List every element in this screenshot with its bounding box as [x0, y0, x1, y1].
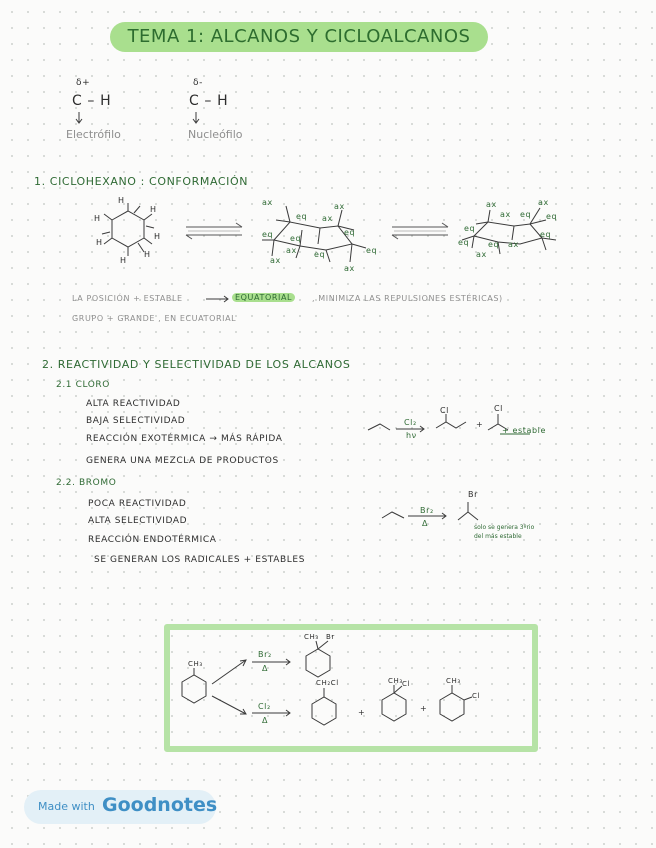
box-bottom-reagent: Cl₂ [258, 702, 271, 711]
sub2-note-2: del más estable [474, 533, 522, 540]
chair1-eq-1: eq [296, 212, 308, 221]
sub1-title: 2.1 CLORO [56, 380, 110, 390]
chair1-eq-2: eq [344, 228, 356, 237]
sub2-br: Br [468, 490, 478, 499]
sub1-item-2: BAJA SELECTIVIDAD [86, 416, 186, 426]
hex-h-right-top: H [150, 205, 157, 214]
box-top-cond: Δ [262, 664, 269, 673]
chair2-ax-3: ax [500, 210, 511, 219]
hex-h-right-bottom: H [144, 250, 151, 259]
sub2-reagent: Br₂ [420, 506, 434, 515]
box-start-label: CH₃ [188, 660, 203, 668]
chair1-eq-3: eq [262, 230, 274, 239]
equatorial-highlight: EQUATORIAL [232, 293, 295, 302]
sub1-cl-1: Cl [440, 406, 450, 415]
hex-h-bottom: H [120, 256, 127, 265]
chair2-ax-2: ax [538, 198, 549, 207]
sub2-item-2: ALTA SELECTIVIDAD [88, 516, 188, 526]
sub1-item-4: GENERA UNA MEZCLA DE PRODUCTOS [86, 456, 279, 466]
chair1-eq-4: eq [290, 234, 302, 243]
chair2-ax-1: ax [486, 200, 497, 209]
reaction-box [164, 624, 538, 752]
chair1-ax-4: ax [286, 246, 297, 255]
chair1-eq-6: eq [314, 250, 326, 259]
stability-note-prefix: LA POSICIÓN + ESTABLE [72, 294, 183, 303]
box-ch3-3: CH₃ [446, 677, 461, 685]
charge-delta-plus: δ+ [76, 78, 91, 88]
sub1-condition: hν [406, 431, 417, 440]
sub1-plus: + [476, 420, 484, 429]
chair2-eq-2: eq [546, 212, 558, 221]
nucleophile-label: Nucleófilo [188, 128, 243, 141]
hex-h-left: H [94, 214, 101, 223]
badge-made-with: Made with [38, 800, 95, 813]
hex-h-right: H [154, 232, 161, 241]
box-cl-3: Cl [472, 692, 481, 700]
box-ch2cl: CH₂Cl [316, 679, 339, 687]
box-top-reagent: Br₂ [258, 650, 272, 659]
hex-h-top: H [118, 196, 125, 205]
sub1-item-1: ALTA REACTIVIDAD [86, 399, 181, 409]
box-top-ch3: CH₃ [304, 633, 319, 641]
stability-note-suffix: , MINIMIZA LAS REPULSIONES ESTÉRICAS) [312, 294, 503, 303]
section2-heading: 2. REACTIVIDAD Y SELECTIVIDAD DE LOS ALCANOS [42, 358, 351, 371]
box-plus-1: + [358, 708, 366, 717]
chair1-eq-5: eq [366, 246, 378, 255]
hex-h-left-bottom: H [96, 238, 103, 247]
sub1-cl-2: Cl [494, 404, 504, 413]
sub2-item-3: REACCIÓN ENDOTÉRMICA [88, 535, 217, 545]
chair1-ax-3: ax [322, 214, 333, 223]
group-note: GRUPO + GRANDE , EN ECUATORIAL [72, 314, 237, 323]
sub2-item-4: SE GENERAN LOS RADICALES + ESTABLES [94, 555, 306, 565]
chair1-ax-5: ax [270, 256, 281, 265]
chair2-eq-6: eq [488, 240, 500, 249]
badge-brand: Goodnotes [102, 794, 218, 816]
chair2-ax-4: ax [508, 240, 519, 249]
sub2-note-1: solo se genera 3ºrio [474, 524, 535, 531]
charge-delta-minus: δ- [193, 78, 203, 88]
chair2-eq-1: eq [520, 210, 532, 219]
chair2-eq-5: eq [458, 238, 470, 247]
chair2-eq-4: eq [540, 230, 552, 239]
equatorial-highlight-wrap [232, 293, 295, 302]
sub2-title: 2.2. BROMO [56, 478, 117, 488]
bond-c-h-left: C – H [72, 93, 112, 109]
box-cl-2: Cl [402, 680, 411, 688]
sub2-condition: Δ [422, 519, 429, 528]
chair1-ax-1: ax [262, 198, 273, 207]
section1-heading: 1. CICLOHEXANO : CONFORMACIÓN [34, 175, 249, 188]
box-top-br: Br [326, 633, 335, 641]
chair1-ax-2: ax [334, 202, 345, 211]
goodnotes-badge[interactable] [24, 790, 216, 824]
chair2-eq-3: eq [464, 224, 476, 233]
chair2-ax-5: ax [476, 250, 487, 259]
chair1-ax-6: ax [344, 264, 355, 273]
sub1-item-3: REACCIÓN EXOTÉRMICA → MÁS RÁPIDA [86, 434, 283, 444]
sub2-item-1: POCA REACTIVIDAD [88, 499, 187, 509]
electrophile-label: Electrófilo [66, 128, 121, 141]
box-ch3-2: CH₃ [388, 677, 403, 685]
box-plus-2: + [420, 704, 428, 713]
sub1-product-note: + estable [502, 426, 546, 435]
box-bottom-cond: Δ [262, 716, 269, 725]
bond-c-h-right: C – H [189, 93, 229, 109]
page-title: TEMA 1: ALCANOS Y CICLOALCANOS [127, 26, 471, 47]
sub1-reagent: Cl₂ [404, 418, 417, 427]
